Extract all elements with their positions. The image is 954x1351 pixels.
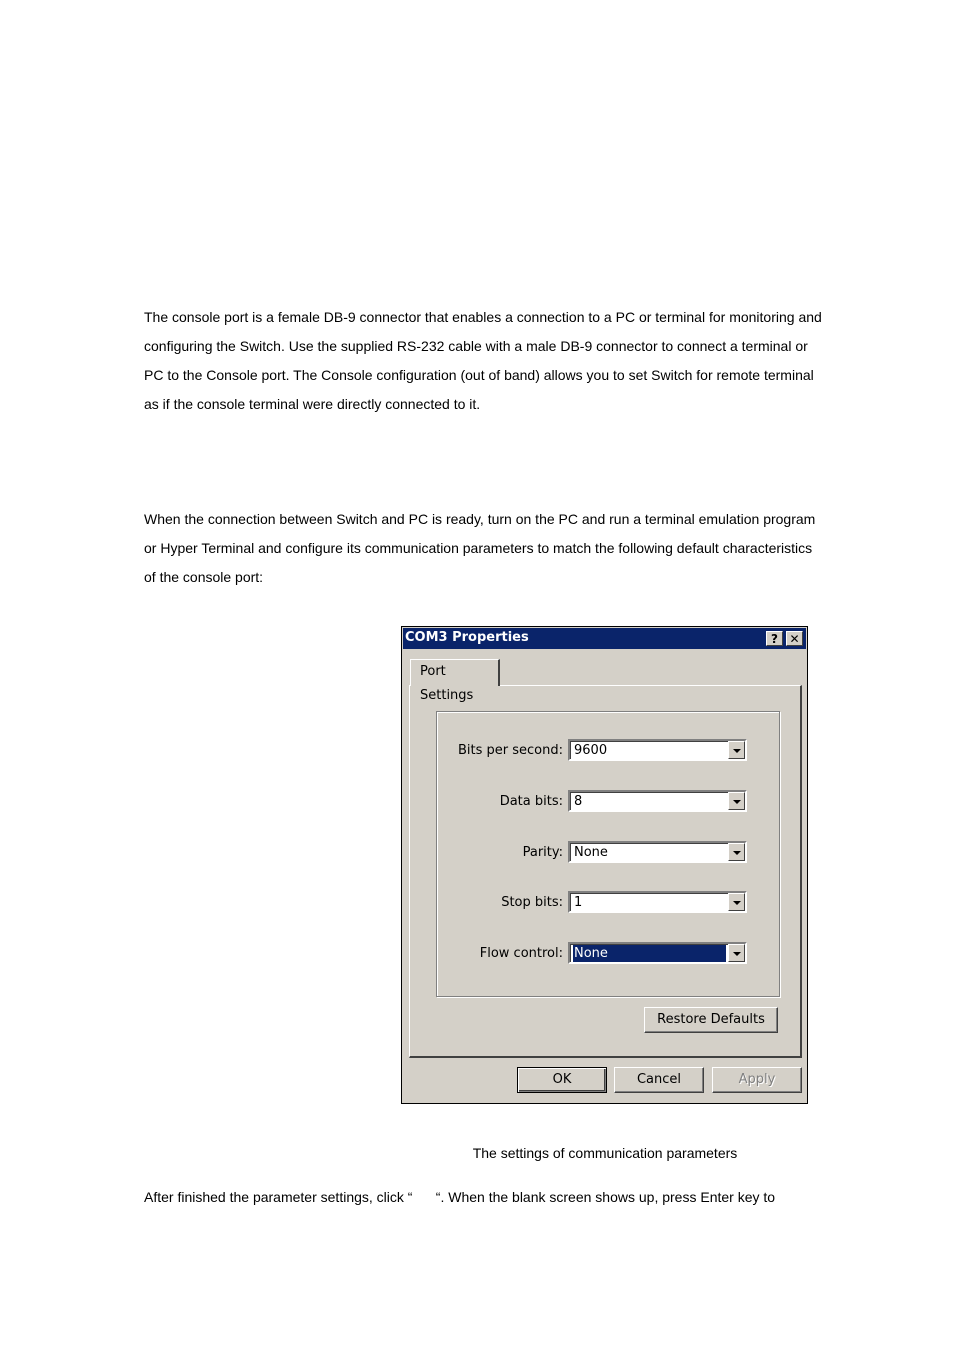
chevron-down-icon[interactable]	[728, 944, 745, 962]
figure-caption: The settings of communication parameters	[472, 1145, 738, 1161]
dialog-title: COM3 Properties	[405, 630, 529, 645]
parity-select[interactable]	[568, 841, 747, 863]
console-port-paragraph: The console port is a female DB-9 connector that enables a connection to a PC or terminal for monitoring and configuring the Switch. Use the supplied RS-232 cable with a male DB-9 connector to connect a terminal or PC to the Console port. The Console configuration (out of band) allows you to set Switch for remote terminal as if the console terminal were directly connected to it.	[144, 309, 822, 412]
close-button[interactable]	[786, 631, 803, 646]
bits-per-second-value: 9600	[574, 743, 608, 758]
stop-bits-label: Stop bits:	[501, 895, 563, 910]
title-bar[interactable]	[403, 628, 806, 649]
stop-bits-select[interactable]	[568, 891, 747, 913]
apply-button[interactable]: Apply	[712, 1067, 802, 1093]
com3-properties-dialog	[401, 626, 808, 1104]
connection-paragraph: When the connection between Switch and PC is ready, turn on the PC and run a terminal emulation program or Hyper Terminal and configure its communication parameters to match the following default characteristics of the console port:	[144, 511, 816, 585]
ok-button[interactable]: OK	[517, 1067, 607, 1093]
data-bits-select[interactable]	[568, 790, 747, 812]
chevron-down-icon[interactable]	[728, 741, 745, 759]
flow-control-value: None	[573, 945, 726, 962]
tab-port-settings[interactable]: Port Settings	[410, 659, 500, 686]
parity-label: Parity:	[522, 845, 563, 860]
close-icon: ✕	[789, 632, 800, 646]
chevron-down-icon[interactable]	[728, 792, 745, 810]
chevron-down-icon[interactable]	[728, 843, 745, 861]
parity-value: None	[574, 845, 608, 860]
chevron-down-icon[interactable]	[728, 893, 745, 911]
bits-per-second-label: Bits per second:	[457, 743, 563, 758]
cancel-button[interactable]: Cancel	[614, 1067, 704, 1093]
port-settings-panel	[409, 685, 802, 1058]
bits-per-second-select[interactable]	[568, 739, 747, 761]
stop-bits-value: 1	[574, 895, 583, 910]
help-button[interactable]	[766, 631, 783, 646]
settings-group	[436, 711, 780, 997]
help-icon: ?	[771, 632, 778, 646]
data-bits-value: 8	[574, 794, 583, 809]
after-settings-paragraph: After finished the parameter settings, click “ “. When the blank screen shows up, press Enter key to	[144, 1189, 776, 1205]
data-bits-label: Data bits:	[499, 794, 563, 809]
flow-control-label: Flow control:	[479, 946, 563, 961]
flow-control-select[interactable]	[568, 942, 747, 964]
restore-defaults-button[interactable]: Restore Defaults	[644, 1007, 778, 1033]
